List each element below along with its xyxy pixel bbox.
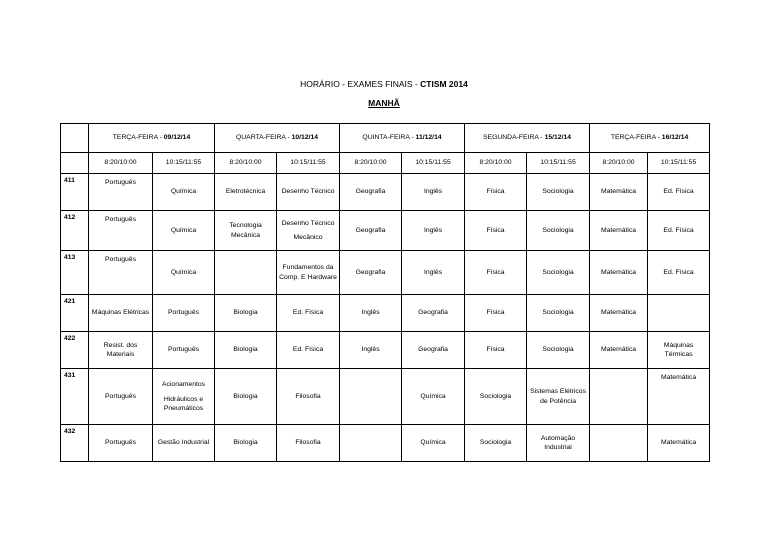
exam-cell: Física (465, 332, 527, 369)
exam-cell: Biologia (215, 425, 277, 462)
exam-cell: Matemática (590, 295, 648, 332)
table-row (61, 211, 710, 251)
time-slot: 8:20/10:00 (89, 153, 153, 174)
exam-cell: Matemática (648, 369, 710, 425)
exam-cell: Matemática (590, 251, 648, 295)
exam-cell: Inglês (402, 174, 465, 211)
title-institution: CTISM 2014 (420, 79, 468, 89)
exam-cell: Sociologia (527, 251, 590, 295)
time-slot: 10:15/11:55 (648, 153, 710, 174)
class-label: 411 (61, 174, 89, 211)
table-row (61, 369, 710, 425)
exam-cell: Gestão Industrial (153, 425, 215, 462)
time-header-row (61, 153, 710, 174)
exam-cell (340, 425, 402, 462)
exam-cell: Química (402, 425, 465, 462)
time-slot: 10:15/11:55 (527, 153, 590, 174)
exam-cell: Química (153, 174, 215, 211)
exam-cell: Português (89, 251, 153, 295)
corner-cell (61, 153, 89, 174)
time-slot: 8:20/10:00 (215, 153, 277, 174)
day-header: TERÇA-FEIRA - 16/12/14 (590, 124, 710, 153)
exam-cell: Sociologia (465, 369, 527, 425)
exam-cell: Química (153, 211, 215, 251)
exam-cell: Ed. Física (277, 295, 340, 332)
page-title: HORÁRIO - EXAMES FINAIS - CTISM 2014 (300, 79, 468, 89)
exam-cell: Tecnologia Mecânica (215, 211, 277, 251)
exam-cell: Ed. Física (648, 251, 710, 295)
time-slot: 10:15/11:55 (153, 153, 215, 174)
exam-cell: Português (89, 211, 153, 251)
exam-cell: Máquinas Elétricas (89, 295, 153, 332)
table-row (61, 295, 710, 332)
exam-cell: Geografia (340, 211, 402, 251)
exam-cell: Português (153, 295, 215, 332)
class-label: 422 (61, 332, 89, 369)
exam-cell: Biologia (215, 369, 277, 425)
corner-cell (61, 124, 89, 153)
table-row (61, 174, 710, 211)
time-slot: 8:20/10:00 (340, 153, 402, 174)
exam-cell: Inglês (340, 295, 402, 332)
day-header: SEGUNDA-FEIRA - 15/12/14 (465, 124, 590, 153)
exam-cell: Matemática (590, 211, 648, 251)
exam-cell: Sociologia (527, 332, 590, 369)
exam-cell: Matemática (590, 174, 648, 211)
exam-cell: Sociologia (527, 211, 590, 251)
exam-cell: Biologia (215, 332, 277, 369)
class-label: 413 (61, 251, 89, 295)
exam-cell: Geografia (402, 332, 465, 369)
exam-cell: Física (465, 174, 527, 211)
exam-cell: Fundamentos da Comp. E Hardware (277, 251, 340, 295)
class-label: 412 (61, 211, 89, 251)
exam-cell: Química (402, 369, 465, 425)
exam-cell: Desenho Técnico Mecânico (277, 211, 340, 251)
exam-cell: Física (465, 251, 527, 295)
exam-cell: Geografia (340, 251, 402, 295)
exam-cell (648, 295, 710, 332)
time-slot: 8:20/10:00 (465, 153, 527, 174)
time-slot: 10:15/11:55 (277, 153, 340, 174)
page-subtitle: MANHÃ (368, 98, 400, 108)
exam-cell: Geografia (402, 295, 465, 332)
exam-cell: Português (89, 174, 153, 211)
exam-cell: Física (465, 211, 527, 251)
exam-cell: Sociologia (465, 425, 527, 462)
exam-cell: Química (153, 251, 215, 295)
class-label: 431 (61, 369, 89, 425)
exam-cell: Ed. Física (277, 332, 340, 369)
exam-cell: Acionamentos Hidráulicos e Pneumáticos (153, 369, 215, 425)
exam-cell: Português (89, 425, 153, 462)
exam-cell: Biologia (215, 295, 277, 332)
time-slot: 10:15/11:55 (402, 153, 465, 174)
class-label: 432 (61, 425, 89, 462)
exam-cell: Inglês (340, 332, 402, 369)
exam-cell: Inglês (402, 251, 465, 295)
time-slot: 8:20/10:00 (590, 153, 648, 174)
day-header: QUINTA-FEIRA - 11/12/14 (340, 124, 465, 153)
day-header-row (61, 124, 710, 153)
exam-cell: Inglês (402, 211, 465, 251)
exam-schedule-table (60, 123, 710, 462)
exam-cell: Filosofia (277, 425, 340, 462)
exam-cell: Filosofia (277, 369, 340, 425)
exam-cell: Resist. dos Materiais (89, 332, 153, 369)
exam-cell: Automação Industrial (527, 425, 590, 462)
exam-cell: Matemática (590, 332, 648, 369)
exam-cell: Matemática (648, 425, 710, 462)
exam-cell (590, 425, 648, 462)
day-header: QUARTA-FEIRA - 10/12/14 (215, 124, 340, 153)
exam-cell (340, 369, 402, 425)
exam-cell: Sociologia (527, 295, 590, 332)
table-row (61, 332, 710, 369)
exam-cell: Sistemas Elétricos de Potência (527, 369, 590, 425)
exam-cell: Português (89, 369, 153, 425)
exam-cell: Geografia (340, 174, 402, 211)
exam-cell (590, 369, 648, 425)
table-row (61, 251, 710, 295)
day-header: TERÇA-FEIRA - 09/12/14 (89, 124, 215, 153)
exam-cell: Eletrotécnica (215, 174, 277, 211)
class-label: 421 (61, 295, 89, 332)
exam-cell: Ed. Física (648, 174, 710, 211)
exam-cell: Ed. Física (648, 211, 710, 251)
exam-cell (215, 251, 277, 295)
exam-cell: Física (465, 295, 527, 332)
exam-cell: Máquinas Térmicas (648, 332, 710, 369)
exam-cell: Sociologia (527, 174, 590, 211)
table-row (61, 425, 710, 462)
exam-cell: Desenho Técnico (277, 174, 340, 211)
exam-cell: Português (153, 332, 215, 369)
